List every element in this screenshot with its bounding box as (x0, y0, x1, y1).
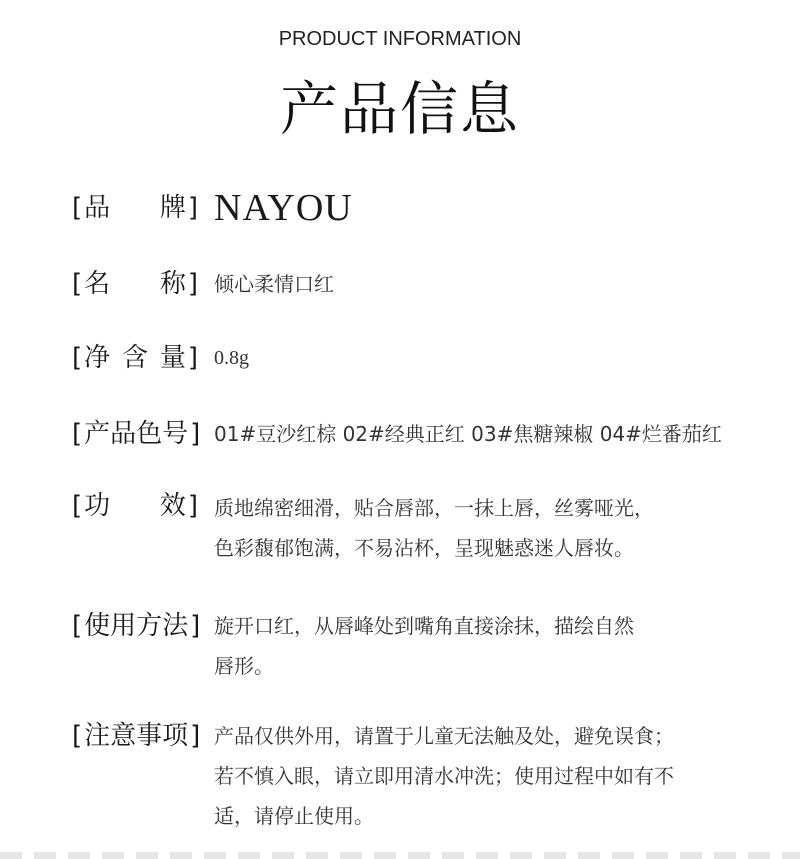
bracket-close: ] (187, 269, 198, 299)
info-value-precautions: 产品仅供外用，请置于儿童无法触及处，避免误食； 若不慎入眼，请立即用清水冲洗；使用过程中如有不 适，请停止使用。 (214, 724, 674, 828)
info-label-effect (72, 486, 198, 526)
bracket-open: [ (72, 269, 83, 299)
bracket-open: [ (72, 343, 83, 373)
bracket-open: [ (72, 193, 83, 223)
label-char: 产品色号 (84, 419, 189, 449)
info-value-brand: NAYOU (214, 187, 353, 229)
info-label-shades (72, 414, 201, 454)
label-char: 品 (84, 193, 111, 223)
bracket-close: ] (190, 419, 201, 449)
label-char: 牌 (159, 193, 186, 223)
bracket-close: ] (190, 611, 201, 641)
label-char: 效 (159, 491, 186, 521)
info-row-brand (72, 186, 772, 230)
info-row-shades (72, 414, 772, 454)
info-row-usage (72, 606, 772, 686)
info-value-usage: 旋开口红，从唇峰处到嘴角直接涂抹，描绘自然 唇形。 (214, 614, 634, 678)
bracket-close: ] (190, 721, 201, 751)
info-label-usage (72, 606, 201, 646)
label-char: 功 (84, 491, 111, 521)
info-row-effect (72, 486, 772, 568)
info-row-name (72, 264, 772, 304)
bracket-open: [ (72, 611, 83, 641)
bracket-close: ] (187, 193, 198, 223)
info-value-net-content: 0.8g (214, 347, 249, 369)
bracket-open: [ (72, 419, 83, 449)
label-char: 称 (159, 269, 186, 299)
label-char: 使用方法 (84, 611, 189, 641)
info-label-brand (72, 186, 198, 230)
info-label-precautions (72, 716, 201, 756)
info-label-net-content (72, 338, 198, 378)
bracket-open: [ (72, 491, 83, 521)
info-row-net-content (72, 338, 772, 378)
section-title: 产品信息 (279, 75, 520, 143)
bracket-open: [ (72, 721, 83, 751)
info-label-name (72, 264, 198, 304)
section-subtitle: PRODUCT INFORMATION (278, 28, 522, 50)
info-value-shades: 01#豆沙红棕 02#经典正红 03#焦糖辣椒 04#烂番茄红 (214, 422, 722, 446)
bottom-decoration (0, 852, 800, 859)
info-value-effect: 质地绵密细滑，贴合唇部，一抹上唇，丝雾哑光， 色彩馥郁饱满，不易沾杯，呈现魅惑迷人唇妆。 (214, 496, 654, 560)
info-row-precautions (72, 716, 772, 836)
label-char: 量 (159, 343, 186, 373)
label-char: 名 (84, 269, 111, 299)
label-char: 注意事项 (84, 721, 189, 751)
label-char: 含 (121, 343, 148, 373)
info-value-name: 倾心柔情口红 (214, 272, 334, 296)
bracket-close: ] (187, 491, 198, 521)
bracket-close: ] (187, 343, 198, 373)
label-char: 净 (84, 343, 111, 373)
